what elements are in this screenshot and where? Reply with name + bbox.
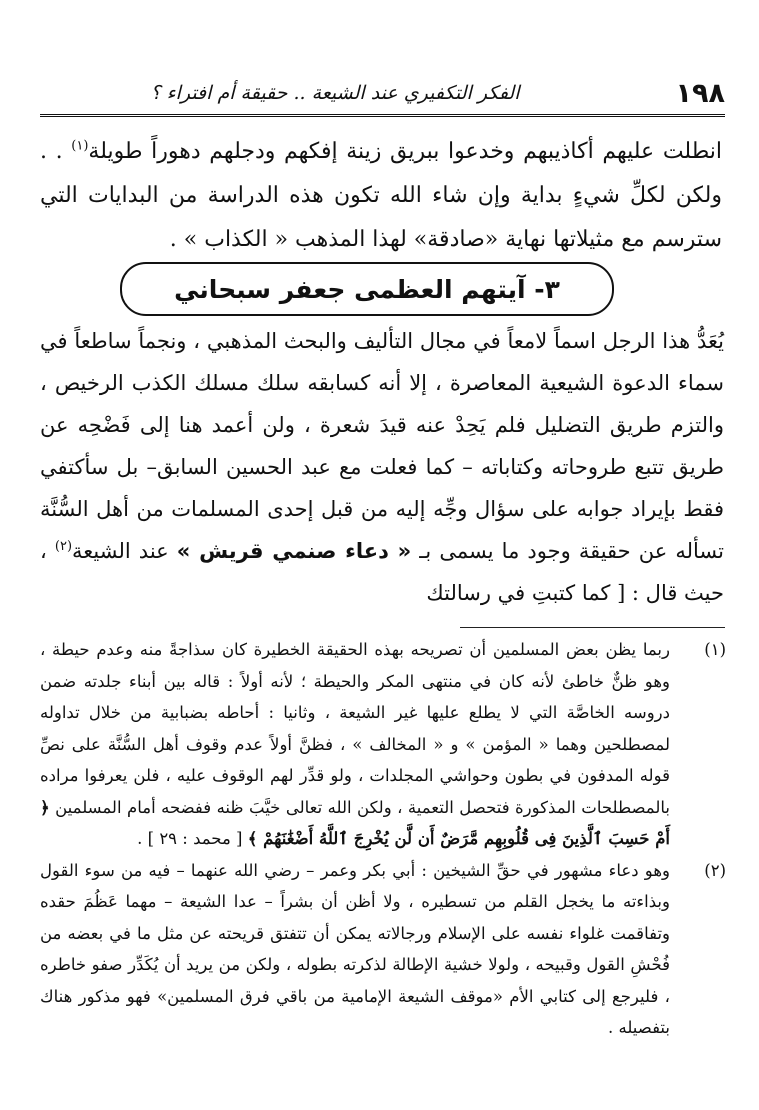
footnotes (40, 634, 726, 1044)
page-number: ١٩٨ (675, 78, 725, 109)
footnote-divider (460, 627, 725, 628)
footnote-marker: (١) (704, 640, 726, 659)
intro-text-before: انطلت عليهم أكاذيبهم وخدعوا ببريق زينة إفكهم ودجلهم دهوراً طويلة (88, 139, 722, 164)
footnote-text (40, 634, 670, 855)
running-title: الفكر التكفيري عند الشيعة .. حقيقة أم افتراء ؟ (150, 82, 520, 104)
footnote-ref-1: (١) (71, 138, 89, 154)
section-heading (120, 262, 614, 316)
footnote-1 (40, 634, 726, 855)
footnote-1-text: ربما يظن بعض المسلمين أن تصريحه بهذه الحقيقة الخطيرة كان سذاجةً منه وعدم حيطة ، وهو ظنٌّ خاطئ لأنه كان في منتهى المكر والحيطة ؛ لأنه أولاً : قاله بين أبناء جلدته ضمن دروسه الخاصَّة التي لا يطلع عليها غير الشيعة ، وثانيا : أحاطه بضبابية من خلال تداوله لمصطلحين وهما « المؤمن » و « المخالف » ، فظنَّ أولاً عدم وقوف أهل السُّنَّة على نصِّ قوله المدفون في بطون وحواشي المجلدات ، ولو قدِّر لهم الوقوف عليه ، فلن يعرفوا مراده بالمصطلحات المذكورة فتحصل التعمية ، ولكن الله تعالى خيَّبَ ظنه ففضحه أمام المسلمين (40, 640, 670, 817)
body-text-main: يُعَدُّ هذا الرجل اسماً لامعاً في مجال التأليف والبحث المذهبي ، ونجماً ساطعاً في سماء الدعوة الشيعية المعاصرة ، إلا أنه كسابقه سلك مسلك الكذب الرخيص ، والتزم طريق التضليل فلم يَحِدْ عنه قيدَ شعرة ، ولن أعمد هنا إلى فَضْحِه عن طريق تتبع طروحاته وكتاباته – كما فعلت مع عبد الحسين السابق– بل سأكتفي فقط بإيراد جوابه على سؤال وجِّه إليه من قبل إحدى المسلمات من أهل السُّنَّة تسأله عن حقيقة وجود ما يسمى بـ (40, 329, 724, 563)
dua-name: « دعاء صنمي قريش » (176, 539, 412, 563)
footnote-2-text: وهو دعاء مشهور في حقِّ الشيخين : أبي بكر وعمر – رضي الله عنهما – فيه من سوء القول وبذاءته ما يخجل القلم من تسطيره ، ولا أظن أن بشراً – عدا الشيعة – مهما عَظُمَ حقده وتفاقمت غلواء نفسه على الإسلام ورجالاته يمكن أن تتفتق قريحته عن مثل ما في بعضه من فُحْشِ القول وقبيحه ، ولولا خشية الإطالة لذكرته بطوله ، ولكن من يريد أن يُكَدِّر صفو خاطره ، فليرجع إلى كتابي الأم «موقف الشيعة الإمامية من باقي فرق المسلمين» فهو مذكور هناك بتفصيله . (40, 860, 671, 1037)
section-heading-text: ٣- آيتهم العظمى جعفر سبحاني (174, 274, 560, 304)
intro-text-after: . . ولكن لكلِّ شيءٍ بداية وإن شاء الله تكون هذه الدراسة من البدايات التي سترسم مع مثيلاتها نهاية «صادقة» لهذا المذهب « الكذاب » . (40, 139, 722, 252)
body-text-end: ، حيث قال : [ كما كتبتِ في رسالتك (40, 539, 724, 605)
intro-paragraph (40, 130, 722, 262)
body-text-mid: عند الشيعة (72, 539, 177, 563)
quran-citation: [ محمد : ٢٩ ] . (137, 829, 248, 848)
footnote-ref-2: (٢) (54, 539, 73, 554)
body-paragraph (40, 320, 724, 614)
footnote-2 (40, 855, 726, 1044)
page-header (40, 70, 725, 117)
footnote-marker: (٢) (704, 860, 726, 880)
quran-verse: ﴿ أَمْ حَسِبَ ٱلَّذِينَ فِى قُلُوبِهِم مَّرَضٌ أَن لَّن يُخْرِجَ ٱللَّهُ أَضْغَٰنَهُمْ ﴾ (40, 797, 670, 848)
